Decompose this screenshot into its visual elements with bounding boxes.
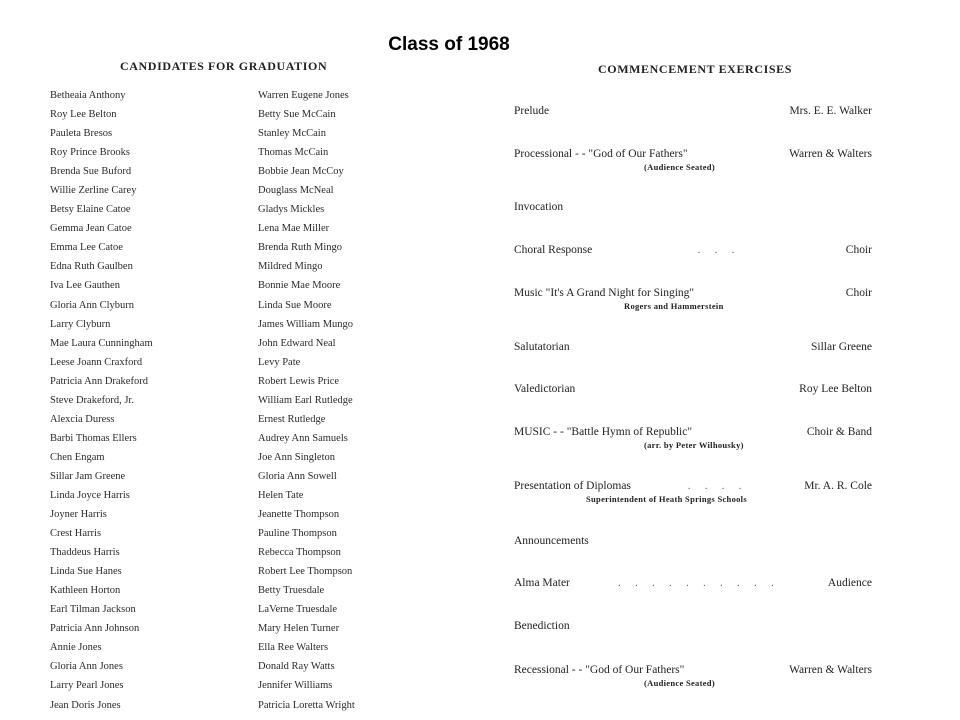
program-item <box>514 577 872 589</box>
candidate-name: Alexcia Duress <box>50 413 115 425</box>
program-item-label: Choral Response <box>514 244 593 256</box>
candidate-name: Thomas McCain <box>258 147 329 159</box>
program-item-performer: Warren & Walters <box>789 664 872 676</box>
program-item-performer: Sillar Greene <box>811 341 872 353</box>
candidate-name: Douglass McNeal <box>258 185 334 197</box>
candidate-name: Gloria Ann Clyburn <box>50 299 134 311</box>
candidate-name: Roy Lee Belton <box>50 109 117 121</box>
program-item <box>514 244 872 256</box>
candidate-name: Larry Clyburn <box>50 318 111 330</box>
candidate-name: Jennifer Williams <box>258 680 333 692</box>
candidate-name: Robert Lewis Price <box>258 375 340 387</box>
program-item <box>514 383 872 395</box>
program-item-label: Salutatorian <box>514 341 570 353</box>
program-item-dots: . . . . . . . . . . <box>618 578 780 589</box>
program-item-label: Invocation <box>514 201 564 213</box>
candidate-name: Brenda Sue Buford <box>50 166 132 178</box>
candidate-name: Jean Doris Jones <box>50 699 121 711</box>
program-item-label: Benediction <box>514 620 570 632</box>
candidate-name: Roy Prince Brooks <box>50 147 130 159</box>
program-item-performer: Roy Lee Belton <box>799 383 872 395</box>
program-item-note: (arr. by Peter Wilhousky) <box>644 440 744 450</box>
candidate-name: Larry Pearl Jones <box>50 680 124 692</box>
page-title: Class of 1968 <box>388 34 510 55</box>
program-item-label: Announcements <box>514 535 589 547</box>
candidate-name: James William Mungo <box>258 318 354 330</box>
candidate-name: Kathleen Horton <box>50 585 121 597</box>
candidate-name: Lena Mae Miller <box>258 223 330 235</box>
program-item <box>514 480 872 504</box>
program-item-label: Presentation of Diplomas <box>514 480 631 492</box>
program-item-label: Processional - - "God of Our Fathers" <box>514 148 688 160</box>
candidate-name: Joe Ann Singleton <box>258 451 336 463</box>
candidate-name: Bobbie Jean McCoy <box>258 166 344 178</box>
program-item-label: MUSIC - - "Battle Hymn of Republic" <box>514 426 693 438</box>
candidate-name: Steve Drakeford, Jr. <box>50 394 134 406</box>
candidate-name: Jeanette Thompson <box>258 509 340 521</box>
candidate-name: LaVerne Truesdale <box>258 604 338 616</box>
program-item-note: Rogers and Hammerstein <box>624 301 724 311</box>
candidate-name: Warren Eugene Jones <box>258 90 349 101</box>
program-item <box>514 341 872 353</box>
program-item <box>514 148 872 172</box>
program-item <box>514 620 872 632</box>
candidates-heading: CANDIDATES FOR GRADUATION <box>120 59 328 73</box>
candidate-name: Betheaia Anthony <box>50 90 126 101</box>
candidate-name: Gladys Mickles <box>258 204 325 216</box>
program-item <box>514 105 872 117</box>
candidate-name: Barbi Thomas Ellers <box>50 432 137 444</box>
candidate-name: Crest Harris <box>50 528 102 540</box>
program-item-performer: Mrs. E. E. Walker <box>789 105 872 117</box>
program-item <box>514 664 872 688</box>
program-item <box>514 426 872 450</box>
program-item-note: (Audience Seated) <box>644 162 715 172</box>
candidate-name: Mary Helen Turner <box>258 623 340 635</box>
program-item-performer: Choir <box>845 244 872 256</box>
candidate-name: Sillar Jam Greene <box>50 470 126 482</box>
program-item-performer: Warren & Walters <box>789 148 872 160</box>
program-item-label: Alma Mater <box>514 577 570 589</box>
program-item-label: Prelude <box>514 105 550 117</box>
candidate-name: Joyner Harris <box>50 509 107 521</box>
candidate-name: Patricia Ann Drakeford <box>50 375 148 387</box>
candidate-name: Donald Ray Watts <box>258 661 335 673</box>
program-item <box>514 287 872 311</box>
program-item <box>514 201 872 213</box>
candidate-name: Bonnie Mae Moore <box>258 280 341 292</box>
candidate-name: Betsy Elaine Catoe <box>50 204 131 216</box>
candidate-name: Audrey Ann Samuels <box>258 432 348 444</box>
candidate-name: Thaddeus Harris <box>50 547 120 559</box>
candidate-name: Ernest Rutledge <box>258 413 326 425</box>
candidate-name: William Earl Rutledge <box>258 394 353 406</box>
candidate-name: Leese Joann Craxford <box>50 356 143 368</box>
program-item-performer: Mr. A. R. Cole <box>804 480 872 492</box>
candidate-name: Mae Laura Cunningham <box>50 337 153 349</box>
candidate-name: Linda Joyce Harris <box>50 489 130 501</box>
candidate-name: Linda Sue Moore <box>258 299 332 311</box>
candidate-name: Pauline Thompson <box>258 528 337 540</box>
program-item-label: Recessional - - "God of Our Fathers" <box>514 664 685 676</box>
exercises-heading: COMMENCEMENT EXERCISES <box>598 62 793 76</box>
candidate-name: Earl Tilman Jackson <box>50 604 136 616</box>
candidate-name: Annie Jones <box>50 642 102 654</box>
program-item-performer: Choir & Band <box>806 426 872 438</box>
candidate-name: Pauleta Bresos <box>50 128 113 140</box>
candidate-name: Chen Engam <box>50 451 105 463</box>
candidate-name: Linda Sue Hanes <box>50 566 122 578</box>
candidate-name: Willie Zerline Carey <box>50 185 137 197</box>
candidate-name: Robert Lee Thompson <box>258 566 353 578</box>
candidate-name: Rebecca Thompson <box>258 547 341 559</box>
program-item-dots: . . . <box>697 245 741 256</box>
candidate-name: Betty Truesdale <box>258 585 325 597</box>
candidate-name: Betty Sue McCain <box>258 109 336 121</box>
program-item-performer: Choir <box>845 287 872 299</box>
program-item-note: Superintendent of Heath Springs Schools <box>586 494 747 504</box>
candidate-name: Gemma Jean Catoe <box>50 223 132 235</box>
candidate-name: John Edward Neal <box>258 337 336 349</box>
candidate-name: Stanley McCain <box>258 128 326 140</box>
program-item-performer: Audience <box>827 577 872 589</box>
program-item-note: (Audience Seated) <box>644 678 715 688</box>
candidates-column-2 <box>258 86 458 715</box>
candidates-column-1 <box>50 86 240 715</box>
candidate-name: Mildred Mingo <box>258 261 323 273</box>
program-item-dots: . . . . <box>687 481 748 492</box>
candidate-name: Brenda Ruth Mingo <box>258 242 342 254</box>
program-item-label: Valedictorian <box>514 383 576 395</box>
candidate-name: Ella Ree Walters <box>258 642 329 654</box>
candidate-name: Levy Pate <box>258 356 301 368</box>
candidate-name: Patricia Loretta Wright <box>258 699 355 711</box>
candidate-name: Edna Ruth Gaulben <box>50 261 133 273</box>
candidate-name: Gloria Ann Jones <box>50 661 123 673</box>
program-item <box>514 535 872 547</box>
candidate-name: Helen Tate <box>258 489 304 501</box>
candidate-name: Patricia Ann Johnson <box>50 623 140 635</box>
candidate-name: Gloria Ann Sowell <box>258 470 337 482</box>
program-item-label: Music "It's A Grand Night for Singing" <box>514 287 695 299</box>
candidate-name: Iva Lee Gauthen <box>50 280 120 292</box>
candidate-name: Emma Lee Catoe <box>50 242 123 254</box>
